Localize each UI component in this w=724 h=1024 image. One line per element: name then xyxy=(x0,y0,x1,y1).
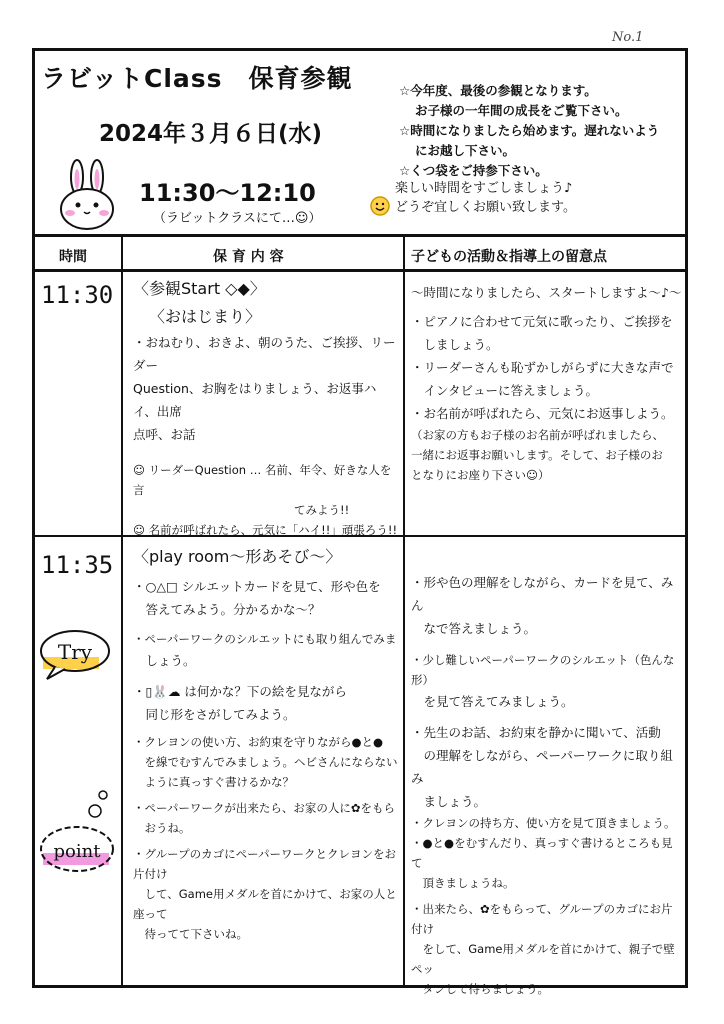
activity-line: ・形や色の理解をしながら、カードを見て、みん xyxy=(411,575,674,613)
content-note: ☺ 名前が呼ばれたら、元気に「ハイ!!」頑張ろう!! xyxy=(133,523,398,537)
section-heading: 〈参観Start ◇◆〉 xyxy=(133,279,266,298)
content-line: を線でむすんでみましょう。ヘビさんにならない xyxy=(133,755,398,769)
activity-line: ・リーダーさんも恥ずかしがらずに大きな声で xyxy=(411,360,674,375)
notice-item: ☆時間になりましたら始めます。遅れないよう xyxy=(399,123,660,138)
notice-item: にお越し下さい。 xyxy=(415,143,516,158)
activity-line: ・●と●をむすんだり、真っすぐ書けるところも見て xyxy=(411,836,673,870)
activity-line: （お家の方もお子様のお名前が呼ばれましたら、 xyxy=(411,428,664,442)
thought-bubble-icon xyxy=(37,787,117,883)
activity-line: タンして待ちましょう。 xyxy=(411,982,549,996)
activity-line: インタビューに答えましょう。 xyxy=(411,383,599,398)
document-frame xyxy=(32,48,688,996)
content-note: てみよう!! xyxy=(133,503,350,517)
activity-line: しましょう。 xyxy=(411,337,499,352)
table-header xyxy=(35,234,685,272)
row-content xyxy=(133,275,399,540)
title-text: ラビットClass 保育参観 xyxy=(41,64,353,93)
column-divider xyxy=(121,234,123,985)
activity-line: ・お名前が呼ばれたら、元気にお返事しよう。 xyxy=(411,406,674,421)
event-date xyxy=(99,115,322,148)
row-content xyxy=(133,543,401,944)
activity-line: ・先生のお話、お約束を静かに聞いて、活動 xyxy=(411,725,661,740)
notice-list xyxy=(399,81,681,181)
location-text: （ラビットクラスにて…☺） xyxy=(153,211,322,226)
speech-bubble-icon xyxy=(37,625,115,681)
closing-line: どうぞ宜しくお願い致します。 xyxy=(395,200,576,215)
rabbit-icon xyxy=(55,159,121,231)
try-badge xyxy=(37,625,115,685)
content-line: ・▯🐰☁ は何かな？下の絵を見ながら xyxy=(133,684,347,699)
activity-line: となりにお座り下さい☺） xyxy=(411,468,550,482)
try-label: Try xyxy=(57,640,93,664)
activity-line: ・ピアノに合わせて元気に歌ったり、ご挨拶を xyxy=(411,314,673,329)
notice-item: ☆くつ袋をご持参下さい。 xyxy=(399,163,548,178)
event-location xyxy=(153,207,321,226)
header xyxy=(35,51,685,234)
content-line: ・ペーパーワークが出来たら、お家の人に✿をもら xyxy=(133,801,396,815)
activity-line: を見て答えてみましょう。 xyxy=(411,694,574,709)
smiley-icon xyxy=(369,195,391,217)
activity-heading: 〜時間になりましたら、スタートしますよ〜♪〜 xyxy=(411,285,682,300)
event-time xyxy=(139,173,316,208)
content-line: ・クレヨンの使い方、お約束を守りながら●と● xyxy=(133,735,384,749)
section-subheading: 〈おはじまり〉 xyxy=(149,307,262,326)
activity-line: ・クレヨンの持ち方、使い方を見て頂きましょう。 xyxy=(411,816,676,830)
row-activity xyxy=(411,571,683,999)
content-line: 待ってて下さいね。 xyxy=(133,927,248,941)
content-line: ・グループのカゴにペーパーワークとクレヨンをお片付け xyxy=(133,847,397,881)
date-text: 2024年３月６日(水) xyxy=(99,121,323,147)
closing-line: 楽しい時間をすごしましょう♪ xyxy=(395,181,573,196)
content-line: 答えてみよう。分かるかな〜？ xyxy=(133,602,321,617)
content-line: ・おねむり、おきよ、朝のうた、ご挨拶、リーダー xyxy=(133,335,396,373)
content-line: Question、お胸をはりましょう、お返事ハイ、出席 xyxy=(133,381,377,419)
activity-line: の理解をしながら、ペーパーワークに取り組み xyxy=(411,748,673,786)
activity-line: なで答えましょう。 xyxy=(411,621,537,636)
activity-line: ・出来たら、✿をもらって、グループのカゴにお片付け xyxy=(411,902,673,936)
row-time: 11:35 xyxy=(41,551,114,579)
activity-line: ましょう。 xyxy=(411,794,487,809)
row-time: 11:30 xyxy=(41,281,114,309)
column-header-time: 時間 xyxy=(59,249,87,265)
activity-line: 頂きましょうね。 xyxy=(411,876,515,890)
content-note: ☺ リーダーQuestion … 名前、年令、好きな人を言 xyxy=(133,463,392,497)
notice-item: お子様の一年間の成長をご覧下さい。 xyxy=(415,103,628,118)
content-line: おうね。 xyxy=(133,821,191,835)
row-activity xyxy=(411,281,683,485)
content-line: ように真っすぐ書けるかな？ xyxy=(133,775,294,789)
notice-item: ☆今年度、最後の参観となります。 xyxy=(399,83,597,98)
column-header-activity: 子どもの活動＆指導上の留意点 xyxy=(411,249,607,265)
column-header-content: 保 育 内 容 xyxy=(213,249,284,265)
activity-line: ・少し難しいペーパーワークのシルエット（色んな形） xyxy=(411,653,675,687)
section-heading: 〈play room〜形あそび〜〉 xyxy=(133,547,342,566)
content-line: して、Game用メダルを首にかけて、お家の人と座って xyxy=(133,887,397,921)
point-label: point xyxy=(53,841,101,862)
closing-message xyxy=(395,179,576,217)
content-line: 同じ形をさがしてみよう。 xyxy=(133,707,296,722)
content-line: 点呼、お話 xyxy=(133,427,196,442)
content-line: ・ペーパーワークのシルエットにも取り組んでみま xyxy=(133,632,397,646)
point-badge xyxy=(37,787,117,887)
activity-line: をして、Game用メダルを首にかけて、親子で壁ペッ xyxy=(411,942,675,976)
page-number: No.1 xyxy=(612,30,644,45)
activity-line: 一緒にお返事お願いします。そして、お子様のお xyxy=(411,448,663,462)
page-title xyxy=(41,59,353,95)
content-line: しょう。 xyxy=(133,653,196,668)
column-divider xyxy=(403,234,405,985)
time-text: 11:30〜12:10 xyxy=(139,179,316,207)
content-line: ・○△□ シルエットカードを見て、形や色を xyxy=(133,579,381,594)
